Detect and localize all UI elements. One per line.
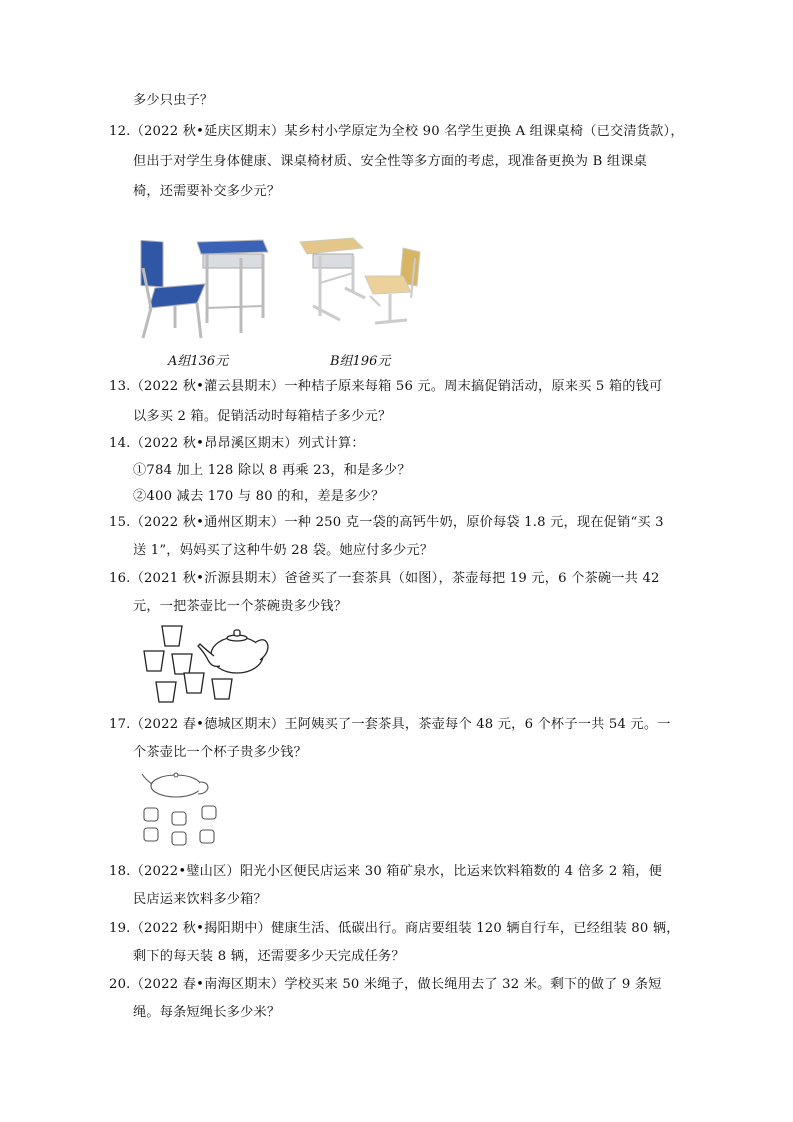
- group-a-caption: [168, 350, 228, 369]
- q13-line-2: 以多买 2 箱。促销活动时每箱桔子多少元？: [133, 409, 392, 424]
- group-b-desk-icon: [300, 238, 365, 320]
- teapot-icon: [198, 630, 268, 673]
- tea-set-figure-1: [140, 620, 270, 708]
- q11-tail: 多少只虫子？: [133, 93, 214, 108]
- group-a-caption-text: A组136元: [168, 354, 229, 369]
- q14-item-2: ②400 减去 170 与 80 的和，差是多少？: [133, 489, 385, 504]
- q18-line-1: 18.（2022•璧山区）阳光小区便民店运来 30 箱矿泉水，比运来饮料箱数的 4 倍多 2 箱，便: [109, 864, 663, 879]
- q16-line-2: 元，一把茶壶比一个茶碗贵多少钱？: [133, 599, 348, 614]
- q18-line-2: 民店运来饮料多少箱？: [133, 892, 267, 907]
- group-a-desk-icon: [197, 240, 268, 333]
- q20-line-1: 20.（2022 春•南海区期末）学校买来 50 米绳子，做长绳用去了 32 米。剩下的做了 9 条短: [109, 977, 662, 992]
- desk-chair-figure: [135, 228, 435, 346]
- group-b-caption-text: B组196元: [330, 354, 391, 369]
- tea-set-figure-2: [138, 768, 228, 852]
- q14-item-1: ①784 加上 128 除以 8 再乘 23，和是多少？: [133, 463, 411, 478]
- q19-line-1: 19.（2022 秋•揭阳期中）健康生活、低碳出行。商店要组装 120 辆自行车，已经组装 80 辆，: [109, 921, 680, 936]
- group-b-caption: [330, 350, 390, 369]
- teapot-icon: [142, 773, 208, 797]
- q15-line-2: 送 1”，妈妈买了这种牛奶 28 袋。她应付多少元？: [133, 543, 434, 558]
- q17-line-1: 17.（2022 春•德城区期末）王阿姨买了一套茶具，茶壶每个 48 元，6 个杯子一共 54 元。一: [109, 717, 671, 732]
- q12-line-1: 12.（2022 秋•延庆区期末）某乡村小学原定为全校 90 名学生更换 A 组课桌椅（已交清货款），: [109, 124, 684, 139]
- q15-line-1: 15.（2022 秋•通州区期末）一种 250 克一袋的高钙牛奶，原价每袋 1.8 元，现在促销“买 3: [109, 515, 664, 530]
- q17-line-2: 个茶壶比一个杯子贵多少钱？: [133, 745, 308, 760]
- q19-line-2: 剩下的每天装 8 辆，还需要多少天完成任务？: [133, 949, 405, 964]
- group-a-chair-icon: [141, 240, 205, 338]
- q12-line-3: 椅，还需要补交多少元？: [133, 184, 281, 199]
- q12-line-2: 但出于对学生身体健康、课桌椅材质、安全性等多方面的考虑，现准备更换为 B 组课桌: [133, 154, 648, 169]
- q13-line-1: 13.（2022 秋•灌云县期末）一种桔子原来每箱 56 元。周末搞促销活动，原来买 5 箱的钱可: [109, 379, 663, 394]
- group-b-chair-icon: [365, 248, 420, 323]
- q20-line-2: 绳。每条短绳长多少米？: [133, 1005, 281, 1020]
- teacup-icon: [144, 806, 216, 845]
- q14-line-1: 14.（2022 秋•昂昂溪区期末）列式计算：: [109, 436, 365, 451]
- q16-line-1: 16.（2021 秋•沂源县期末）爸爸买了一套茶具（如图），茶壶每把 19 元，6 个茶碗一共 42: [109, 571, 660, 586]
